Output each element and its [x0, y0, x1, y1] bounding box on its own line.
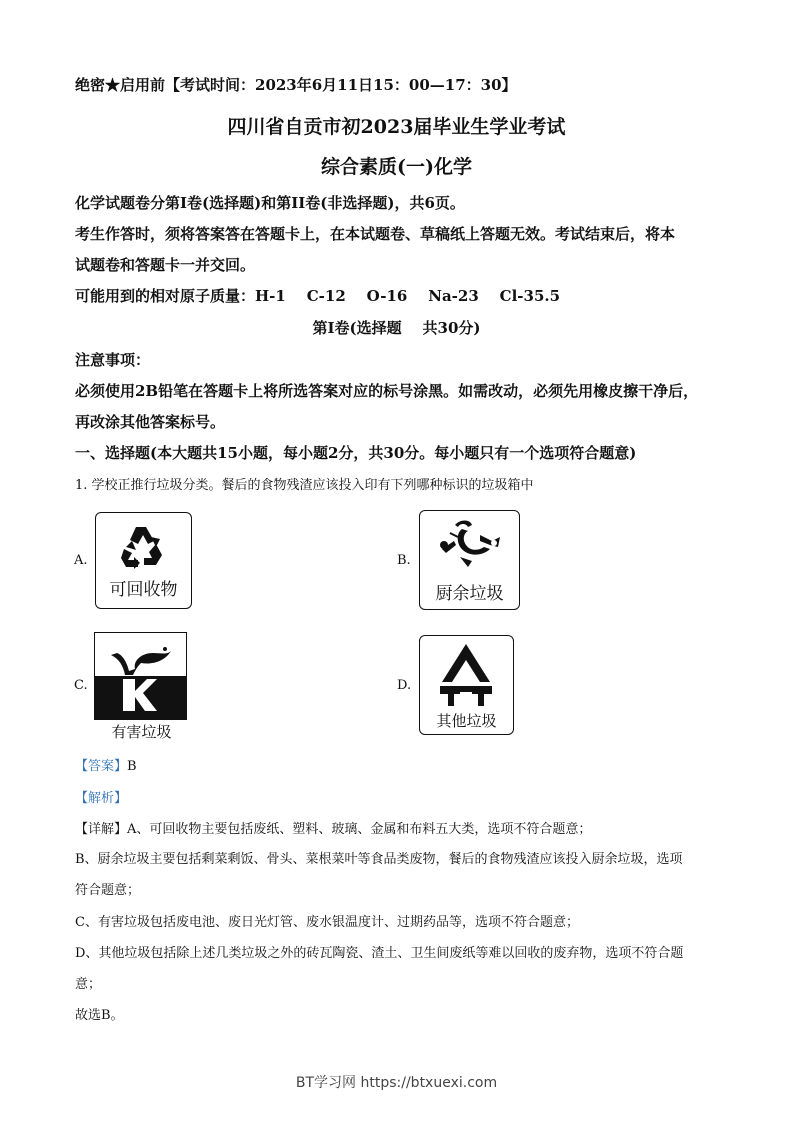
intro-instruction-line-2: 试题卷和答题卡一并交回。 [75, 256, 256, 274]
option-b-sign [419, 510, 520, 610]
hazardous-waste-icon [95, 633, 186, 719]
detail-b-line-2: 符合题意； [75, 883, 141, 898]
kitchen-waste-icon [420, 511, 519, 579]
conclusion-line: 故选B。 [75, 1008, 124, 1023]
option-d-letter: D. [397, 678, 412, 693]
option-b-caption: 厨余垃圾 [435, 584, 504, 604]
notice-line-2: 再改涂其他答案标号。 [75, 413, 226, 431]
section-one-heading: 一、选择题(本大题共15小题，每小题2分，共30分。每小题只有一个选项符合题意) [75, 444, 637, 462]
exam-title: 四川省自贡市初2023届毕业生学业考试 [227, 116, 566, 138]
option-b-letter: B. [397, 553, 411, 568]
option-c-sign [94, 632, 187, 720]
answer-label: 【答案】 [75, 759, 128, 774]
option-c-caption: 有害垃圾 [111, 723, 172, 741]
option-a-letter: A. [74, 553, 88, 568]
detail-b-line-1: B、厨余垃圾主要包括剩菜剩饭、骨头、菜根菜叶等食品类废物，餐后的食物残渣应该投入厨余垃圾，选项 [75, 852, 683, 867]
detail-d-line-1: D、其他垃圾包括除上述几类垃圾之外的砖瓦陶瓷、渣土、卫生间废纸等难以回收的废弃物，选项不符合题 [75, 946, 684, 961]
footer-watermark: BT学习网 https://btxuexi.com [295, 1075, 498, 1091]
intro-instruction-line-1: 考生作答时，须将答案答在答题卡上，在本试题卷、草稿纸上答题无效。考试结束后，将本 [75, 225, 676, 243]
detail-a-line [75, 818, 591, 837]
option-c-letter: C. [74, 678, 88, 693]
part-one-heading: 第I卷(选择题 共30分) [312, 319, 481, 337]
recycle-icon [96, 513, 191, 583]
answer-line [75, 755, 137, 774]
secret-line: 绝密★启用前【考试时间：2023年6月11日15：00—17：30】 [75, 76, 517, 94]
option-a-caption: 可回收物 [109, 580, 178, 600]
option-d-caption: 其他垃圾 [436, 712, 497, 730]
detail-d-line-2: 意； [75, 977, 102, 992]
option-a-sign [95, 512, 192, 609]
intro-pages: 化学试题卷分第I卷(选择题)和第II卷(非选择题)，共6页。 [75, 194, 465, 212]
option-d-sign [419, 635, 514, 735]
detail-c-line: C、有害垃圾包括废电池、废日光灯管、废水银温度计、过期药品等，选项不符合题意； [75, 915, 579, 930]
detail-a: A、可回收物主要包括废纸、塑料、玻璃、金属和布料五大类，选项不符合题意； [127, 822, 592, 837]
atomic-mass-line: 可能用到的相对原子质量：H-1 C-12 O-16 Na-23 Cl-35.5 [75, 287, 561, 305]
other-waste-icon [420, 636, 513, 708]
analysis-label: 【解析】 [75, 791, 128, 806]
notice-title: 注意事项： [75, 351, 151, 369]
answer-value: B [127, 759, 137, 774]
question-1-stem: 1. 学校正推行垃圾分类。餐后的食物残渣应该投入印有下列哪种标识的垃圾箱中 [75, 478, 534, 493]
notice-line-1: 必须使用2B铅笔在答题卡上将所选答案对应的标号涂黑。如需改动，必须先用橡皮擦干净后， [75, 382, 699, 400]
exam-subtitle: 综合素质(一)化学 [321, 156, 472, 178]
detail-label: 【详解】 [75, 822, 128, 837]
